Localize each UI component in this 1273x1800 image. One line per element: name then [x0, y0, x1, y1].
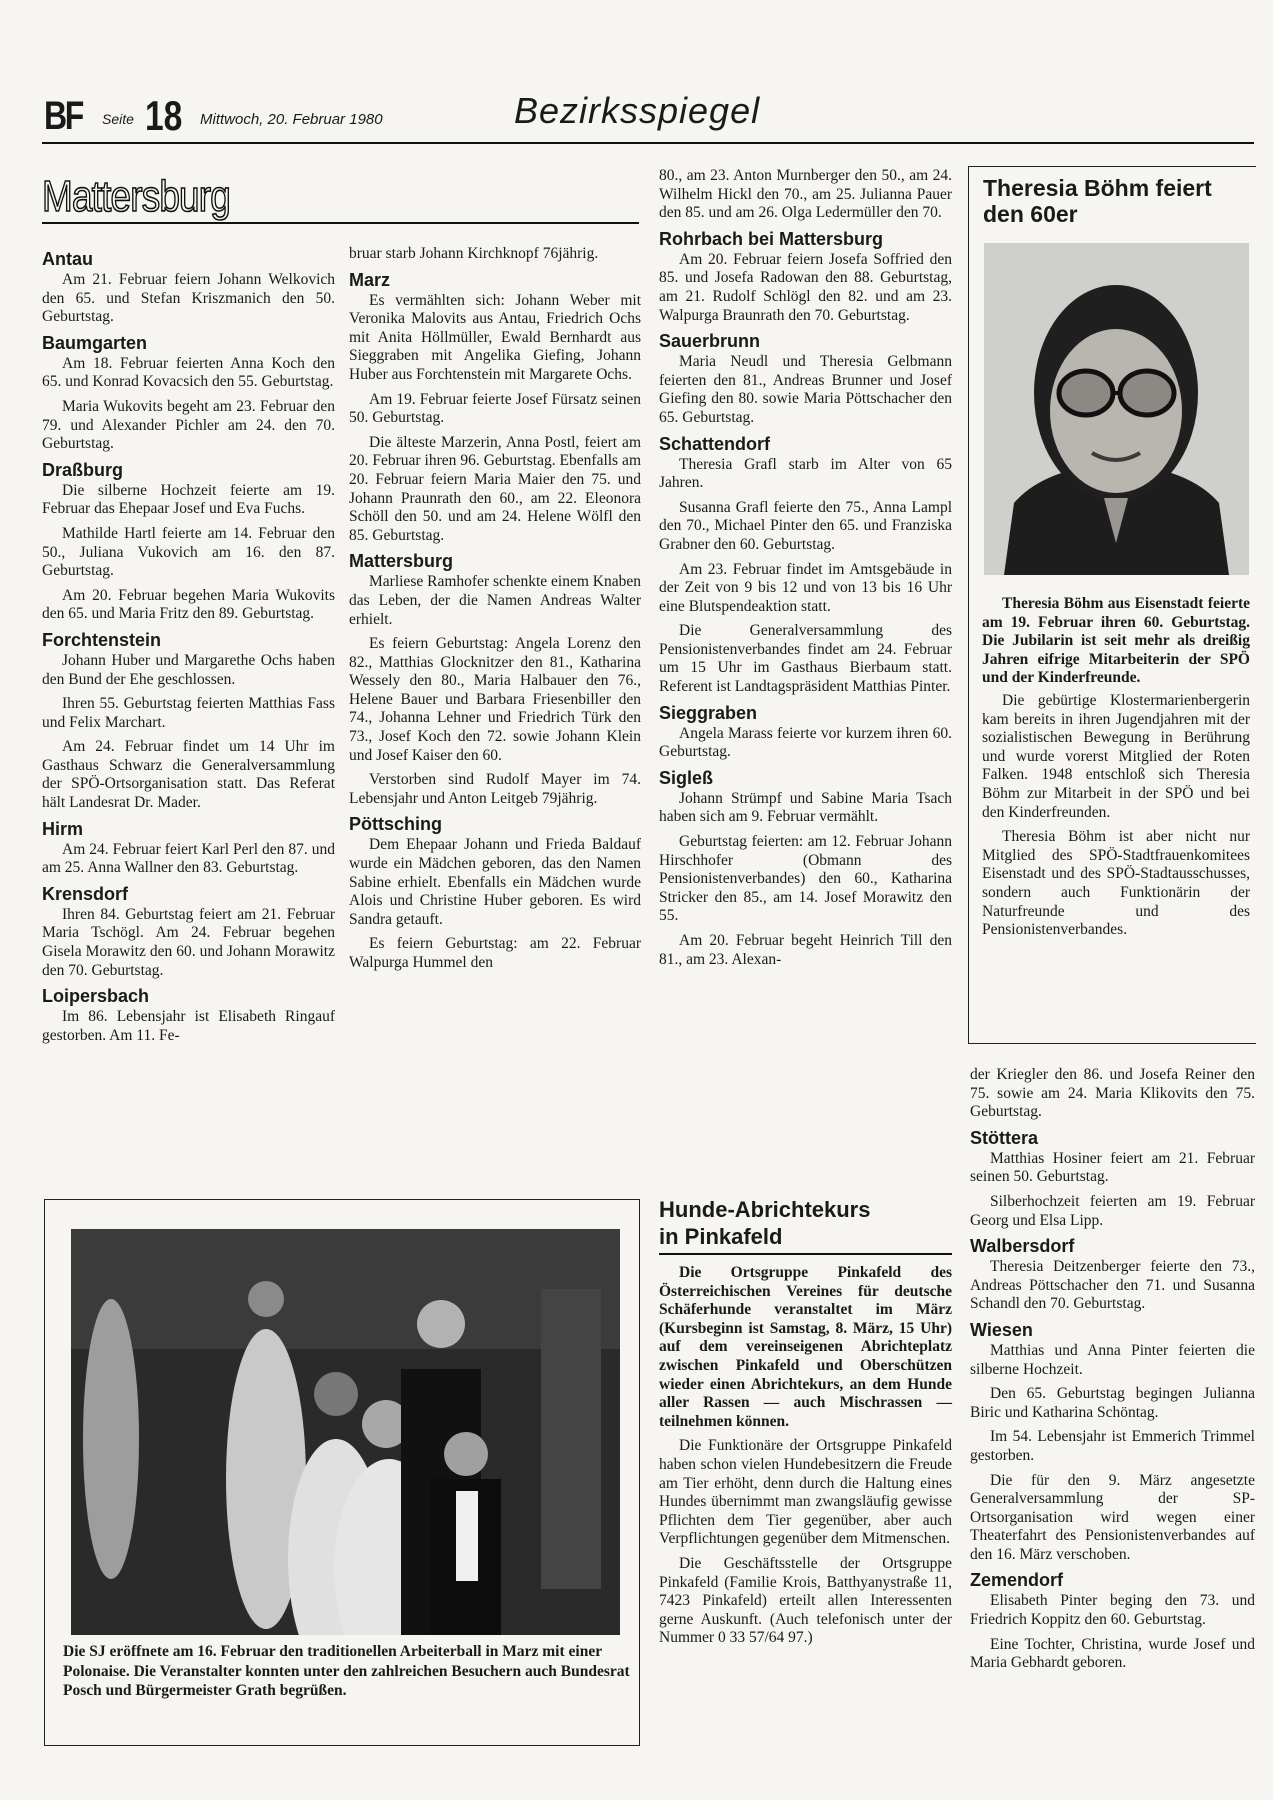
place-heading: Schattendorf	[659, 433, 771, 454]
ball-photo-image	[71, 1229, 620, 1635]
news-paragraph: Johann Huber und Margarethe Ochs haben den Bund der Ehe geschlossen.	[42, 651, 335, 688]
feature-caption	[982, 595, 1250, 692]
place-heading: Sauerbrunn	[659, 331, 761, 352]
place-heading: Draßburg	[42, 459, 123, 480]
news-paragraph: Die Generalversammlung des Pensionistenverbandes findet am 24. Februar um 15 Uhr im Gasthaus Bierbaum statt. Referent ist Landtagspräsident Matthias Pinter.	[659, 622, 952, 696]
news-paragraph: Matthias Hosiner feiert am 21. Februar seinen 50. Geburtstag.	[970, 1149, 1255, 1186]
district-title: Mattersburg	[42, 172, 230, 221]
place-heading: Sieggraben	[659, 702, 758, 723]
news-paragraph: Es feiern Geburtstag: am 22. Februar Walpurga Hummel den	[349, 935, 641, 971]
feature-title: Theresia Böhm feiert den 60er	[983, 175, 1212, 227]
place-heading: Antau	[42, 249, 93, 269]
feature-box	[968, 166, 1256, 1044]
photo-box	[44, 1199, 640, 1746]
publication-logo: BF	[44, 94, 82, 138]
news-paragraph: Silberhochzeit feierten am 19. Februar Georg und Elsa Lipp.	[970, 1192, 1255, 1229]
place-heading: Stöttera	[970, 1127, 1039, 1148]
news-column-4	[970, 1066, 1255, 1679]
news-paragraph: Elisabeth Pinter beging den 73. und Friedrich Koppitz den 60. Geburtstag.	[970, 1592, 1255, 1629]
news-column-3	[659, 167, 952, 975]
place-heading: Rohrbach bei Mattersburg	[659, 228, 884, 249]
place-heading: Sigleß	[659, 767, 714, 788]
portrait-photo	[984, 243, 1249, 575]
news-paragraph: Die silberne Hochzeit feierte am 19. Februar das Ehepaar Josef und Eva Fuchs.	[42, 481, 335, 518]
news-paragraph: Theresia Grafl starb im Alter von 65 Jahren.	[659, 455, 952, 492]
ball-photo	[71, 1229, 620, 1635]
feature-paragraph: Theresia Böhm ist aber nicht nur Mitglied des SPÖ-Stadtfrauenkomitees Eisenstadt und des SPÖ-Stadtausschusses, sondern auch Funktionärin der Naturfreunde und des Pensionistenverbandes.	[982, 828, 1250, 939]
hunde-headline	[659, 1196, 959, 1250]
news-paragraph: Angela Marass feierte vor kurzem ihren 60. Geburtstag.	[659, 724, 952, 761]
news-paragraph: Am 23. Februar findet im Amtsgebäude in der Zeit von 9 bis 12 und von 13 bis 16 Uhr eine Blutspendeaktion statt.	[659, 560, 952, 615]
masthead	[44, 92, 1254, 140]
news-column-2	[349, 245, 641, 979]
news-paragraph: Es feiern Geburtstag: Angela Lorenz den 82., Matthias Glocknitzer den 81., Katharina Wessely den 80., Maria Halbauer den 76., Helene Bauer und Barbara Friesenbiller den 74., Johanna Lehner und Friedrich Türk den 73., Josef Koch den 72. sowie Johann Klein und Josef Kaiser den 60.	[349, 635, 641, 764]
place-heading: Walbersdorf	[970, 1236, 1075, 1257]
place-heading: Baumgarten	[42, 332, 148, 353]
news-paragraph: Es vermählten sich: Johann Weber mit Veronika Malovits aus Antau, Friedrich Ochs mit Anita Höllmüller, Ewald Bernhardt aus Sieggraben mit Angelika Giefing, Johann Huber aus Forchtenstein mit Margarete Ochs.	[349, 291, 641, 383]
news-paragraph: Susanna Grafl feierte den 75., Anna Lampl den 70., Michael Pinter den 65. und Franziska Grabner den 60. Geburtstag.	[659, 498, 952, 553]
hunde-headline-line1: Hunde-Abrichtekurs	[659, 1197, 871, 1222]
news-paragraph: Die älteste Marzerin, Anna Postl, feiert am 20. Februar ihren 96. Geburtstag. Ebenfalls am 20. Februar feiern Maria Maier den 75. und Johann Praunrath den 60., am 22. Eleonora Schöll den 50. und am 24. Helene Wölfl den 85. Geburtstag.	[349, 433, 641, 544]
continued-paragraph: bruar starb Johann Kirchknopf 76jährig.	[349, 245, 599, 262]
news-paragraph: Maria Wukovits begeht am 23. Februar den 79. und Alexander Pichler am 24. den 70. Geburtstag.	[42, 397, 335, 453]
news-paragraph: Die Geschäftsstelle der Ortsgruppe Pinkafeld (Familie Krois, Batthyanystraße 11, 7423 Pinkafeld) erteilt allen Interessenten gerne Auskunft. (Auch telefonisch unter der Nummer 0 33 57/64 97.)	[659, 1554, 952, 1647]
news-paragraph: Ihren 55. Geburtstag feierten Matthias Fass und Felix Marchart.	[42, 695, 335, 731]
hunde-rule	[659, 1253, 952, 1255]
feature-paragraph: Die gebürtige Klostermarienbergerin kam bereits in ihren Jugendjahren mit der sozialistischen Bewegung in Berührung und wurde vorerst Mitglied der Roten Falken. 1948 entschloß sich Theresia Böhm zur Mitarbeit in der SPÖ und bei den Kinderfreunden.	[982, 692, 1250, 821]
news-paragraph: Mathilde Hartl feierte am 14. Februar den 50., Juliana Vukovich am 16. den 87. Geburtstag.	[42, 524, 335, 580]
continued-paragraph: 80., am 23. Anton Murnberger den 50., am 24. Wilhelm Hickl den 70., am 25. Julianna Pauer den 85. und am 26. Olga Ledermüller den 70.	[659, 167, 952, 222]
seite-label: Seite	[102, 111, 134, 127]
news-paragraph: Im 54. Lebensjahr ist Emmerich Trimmel gestorben.	[970, 1428, 1255, 1464]
news-paragraph: Am 21. Februar feiern Johann Welkovich den 65. und Stefan Kriszmanich den 50. Geburtstag.	[42, 271, 335, 326]
place-heading: Forchtenstein	[42, 629, 162, 650]
news-paragraph: Die für den 9. März angesetzte Generalversammlung der SP-Ortsorganisation wird wegen einer Theaterfahrt des Pensionistenverbandes auf den 16. März verschoben.	[970, 1471, 1255, 1563]
hunde-article	[659, 1264, 952, 1654]
lead-paragraph: Die Ortsgruppe Pinkafeld des Österreichischen Vereines für deutsche Schäferhunde veranstaltet im März (Kursbeginn ist Samstag, 8. März, 15 Uhr) auf dem vereinseigenen Abrichteplatz zwischen Pinkafeld und Oberschützen wieder einen Abrichtekurs, an dem Hunde aller Rassen — auch Mischrassen — teilnehmen können.	[659, 1264, 952, 1430]
photo-caption: Die SJ eröffnete am 16. Februar den traditionellen Arbeiterball in Marz mit einer Polonaise. Die Veranstalter konnten unter den zahlreichen Besuchern auch Bundesrat Posch und Bürgermeister Grath begrüßen.	[63, 1643, 630, 1699]
news-paragraph: Dem Ehepaar Johann und Frieda Baldauf wurde ein Mädchen geboren, das den Namen Sabine erhielt. Ebenfalls ein Mädchen wurde Alois und Christine Huber geboren. Es wird Sandra getauft.	[349, 836, 641, 928]
masthead-rule	[42, 142, 1254, 144]
news-paragraph: Am 20. Februar begehen Maria Wukovits den 65. und Maria Fritz den 89. Geburtstag.	[42, 586, 335, 623]
news-paragraph: Eine Tochter, Christina, wurde Josef und Maria Gebhardt geboren.	[970, 1635, 1255, 1672]
place-heading: Krensdorf	[42, 883, 129, 904]
news-paragraph: Am 24. Februar feiert Karl Perl den 87. und am 25. Anna Wallner den 83. Geburtstag.	[42, 840, 335, 877]
news-paragraph: Verstorben sind Rudolf Mayer im 74. Lebensjahr und Anton Leitgeb 79jährig.	[349, 771, 641, 807]
news-paragraph: Johann Strümpf und Sabine Maria Tsach haben sich am 9. Februar vermählt.	[659, 789, 952, 826]
news-paragraph: Am 24. Februar findet um 14 Uhr im Gasthaus Schwarz die Generalversammlung der SPÖ-Ortsorganisation statt. Das Referat hält Landesrat Dr. Mader.	[42, 738, 335, 812]
place-heading: Pöttsching	[349, 814, 442, 835]
news-paragraph: Am 20. Februar feiern Josefa Soffried den 85. und Josefa Radowan den 88. Geburtstag, am 21. Rudolf Schlögl den 82. und am 23. Walpurga Braunrath den 70. Geburtstag.	[659, 250, 952, 324]
news-paragraph: Ihren 84. Geburtstag feiert am 21. Februar Maria Tschögl. Am 24. Februar begehen Gisela Morawitz den 60. und Johann Morawitz den 70. Geburtstag.	[42, 905, 335, 979]
news-paragraph: Matthias und Anna Pinter feierten die silberne Hochzeit.	[970, 1341, 1255, 1378]
news-column-1	[42, 245, 335, 1051]
news-paragraph: Am 20. Februar begeht Heinrich Till den 81., am 23. Alexan-	[659, 932, 952, 968]
feature-body	[982, 692, 1250, 946]
section-title: Bezirksspiegel	[514, 90, 761, 131]
page-number: 18	[145, 92, 183, 139]
news-paragraph: Geburtstag feierten: am 12. Februar Johann Hirschhofer (Obmann des Pensionistenverbandes) den 60., Katharina Stricker den 85., am 14. Josef Morawitz den 55.	[659, 833, 952, 925]
news-paragraph: Marliese Ramhofer schenkte einem Knaben das Leben, der die Namen Andreas Walter erhielt.	[349, 573, 642, 628]
news-paragraph: Maria Neudl und Theresia Gelbmann feierten den 81., Andreas Brunner und Josef Giefing den 80. sowie Maria Pöttschacher den 65. Geburtstag.	[659, 353, 952, 426]
place-heading: Wiesen	[970, 1319, 1033, 1340]
news-paragraph: Am 19. Februar feierte Josef Fürsatz seinen 50. Geburtstag.	[349, 390, 641, 427]
hunde-headline-line2: in Pinkafeld	[659, 1224, 783, 1249]
place-heading: Mattersburg	[349, 551, 454, 572]
place-heading: Loipersbach	[42, 986, 150, 1007]
issue-date: Mittwoch, 20. Februar 1980	[200, 111, 383, 128]
portrait-image	[984, 243, 1249, 575]
place-heading: Marz	[349, 269, 391, 290]
place-heading: Zemendorf	[970, 1570, 1064, 1591]
continued-paragraph: der Kriegler den 86. und Josefa Reiner den 75. sowie am 24. Maria Klikovits den 75. Geburtstag.	[970, 1066, 1255, 1121]
news-paragraph: Den 65. Geburtstag begingen Julianna Biric und Katharina Schöntag.	[970, 1385, 1255, 1421]
title-rule	[42, 222, 639, 224]
news-paragraph: Die Funktionäre der Ortsgruppe Pinkafeld haben schon vielen Hundebesitzern die Freude am Tier erhöht, denn durch die Haltung eines Hundes übernimmt man zwangsläufig gewisse Pflichten dem Tier gegenüber, aber auch Verpflichtungen gegenüber dem Mitmenschen.	[659, 1437, 952, 1548]
feature-caption-text: Theresia Böhm aus Eisenstadt feierte am 19. Februar ihren 60. Geburtstag. Die Jubilarin ist seit mehr als dreißig Jahren eifrige Mitarbeiterin der SPÖ und der Kinderfreunde.	[982, 595, 1250, 687]
news-paragraph: Im 86. Lebensjahr ist Elisabeth Ringauf gestorben. Am 11. Fe-	[42, 1008, 335, 1044]
news-paragraph: Am 18. Februar feierten Anna Koch den 65. und Konrad Kovacsich den 55. Geburtstag.	[42, 354, 335, 391]
place-heading: Hirm	[42, 818, 84, 839]
news-paragraph: Theresia Deitzenberger feierte den 73., Andreas Pöttschacher den 71. und Susanna Schandl den 70. Geburtstag.	[970, 1258, 1255, 1313]
